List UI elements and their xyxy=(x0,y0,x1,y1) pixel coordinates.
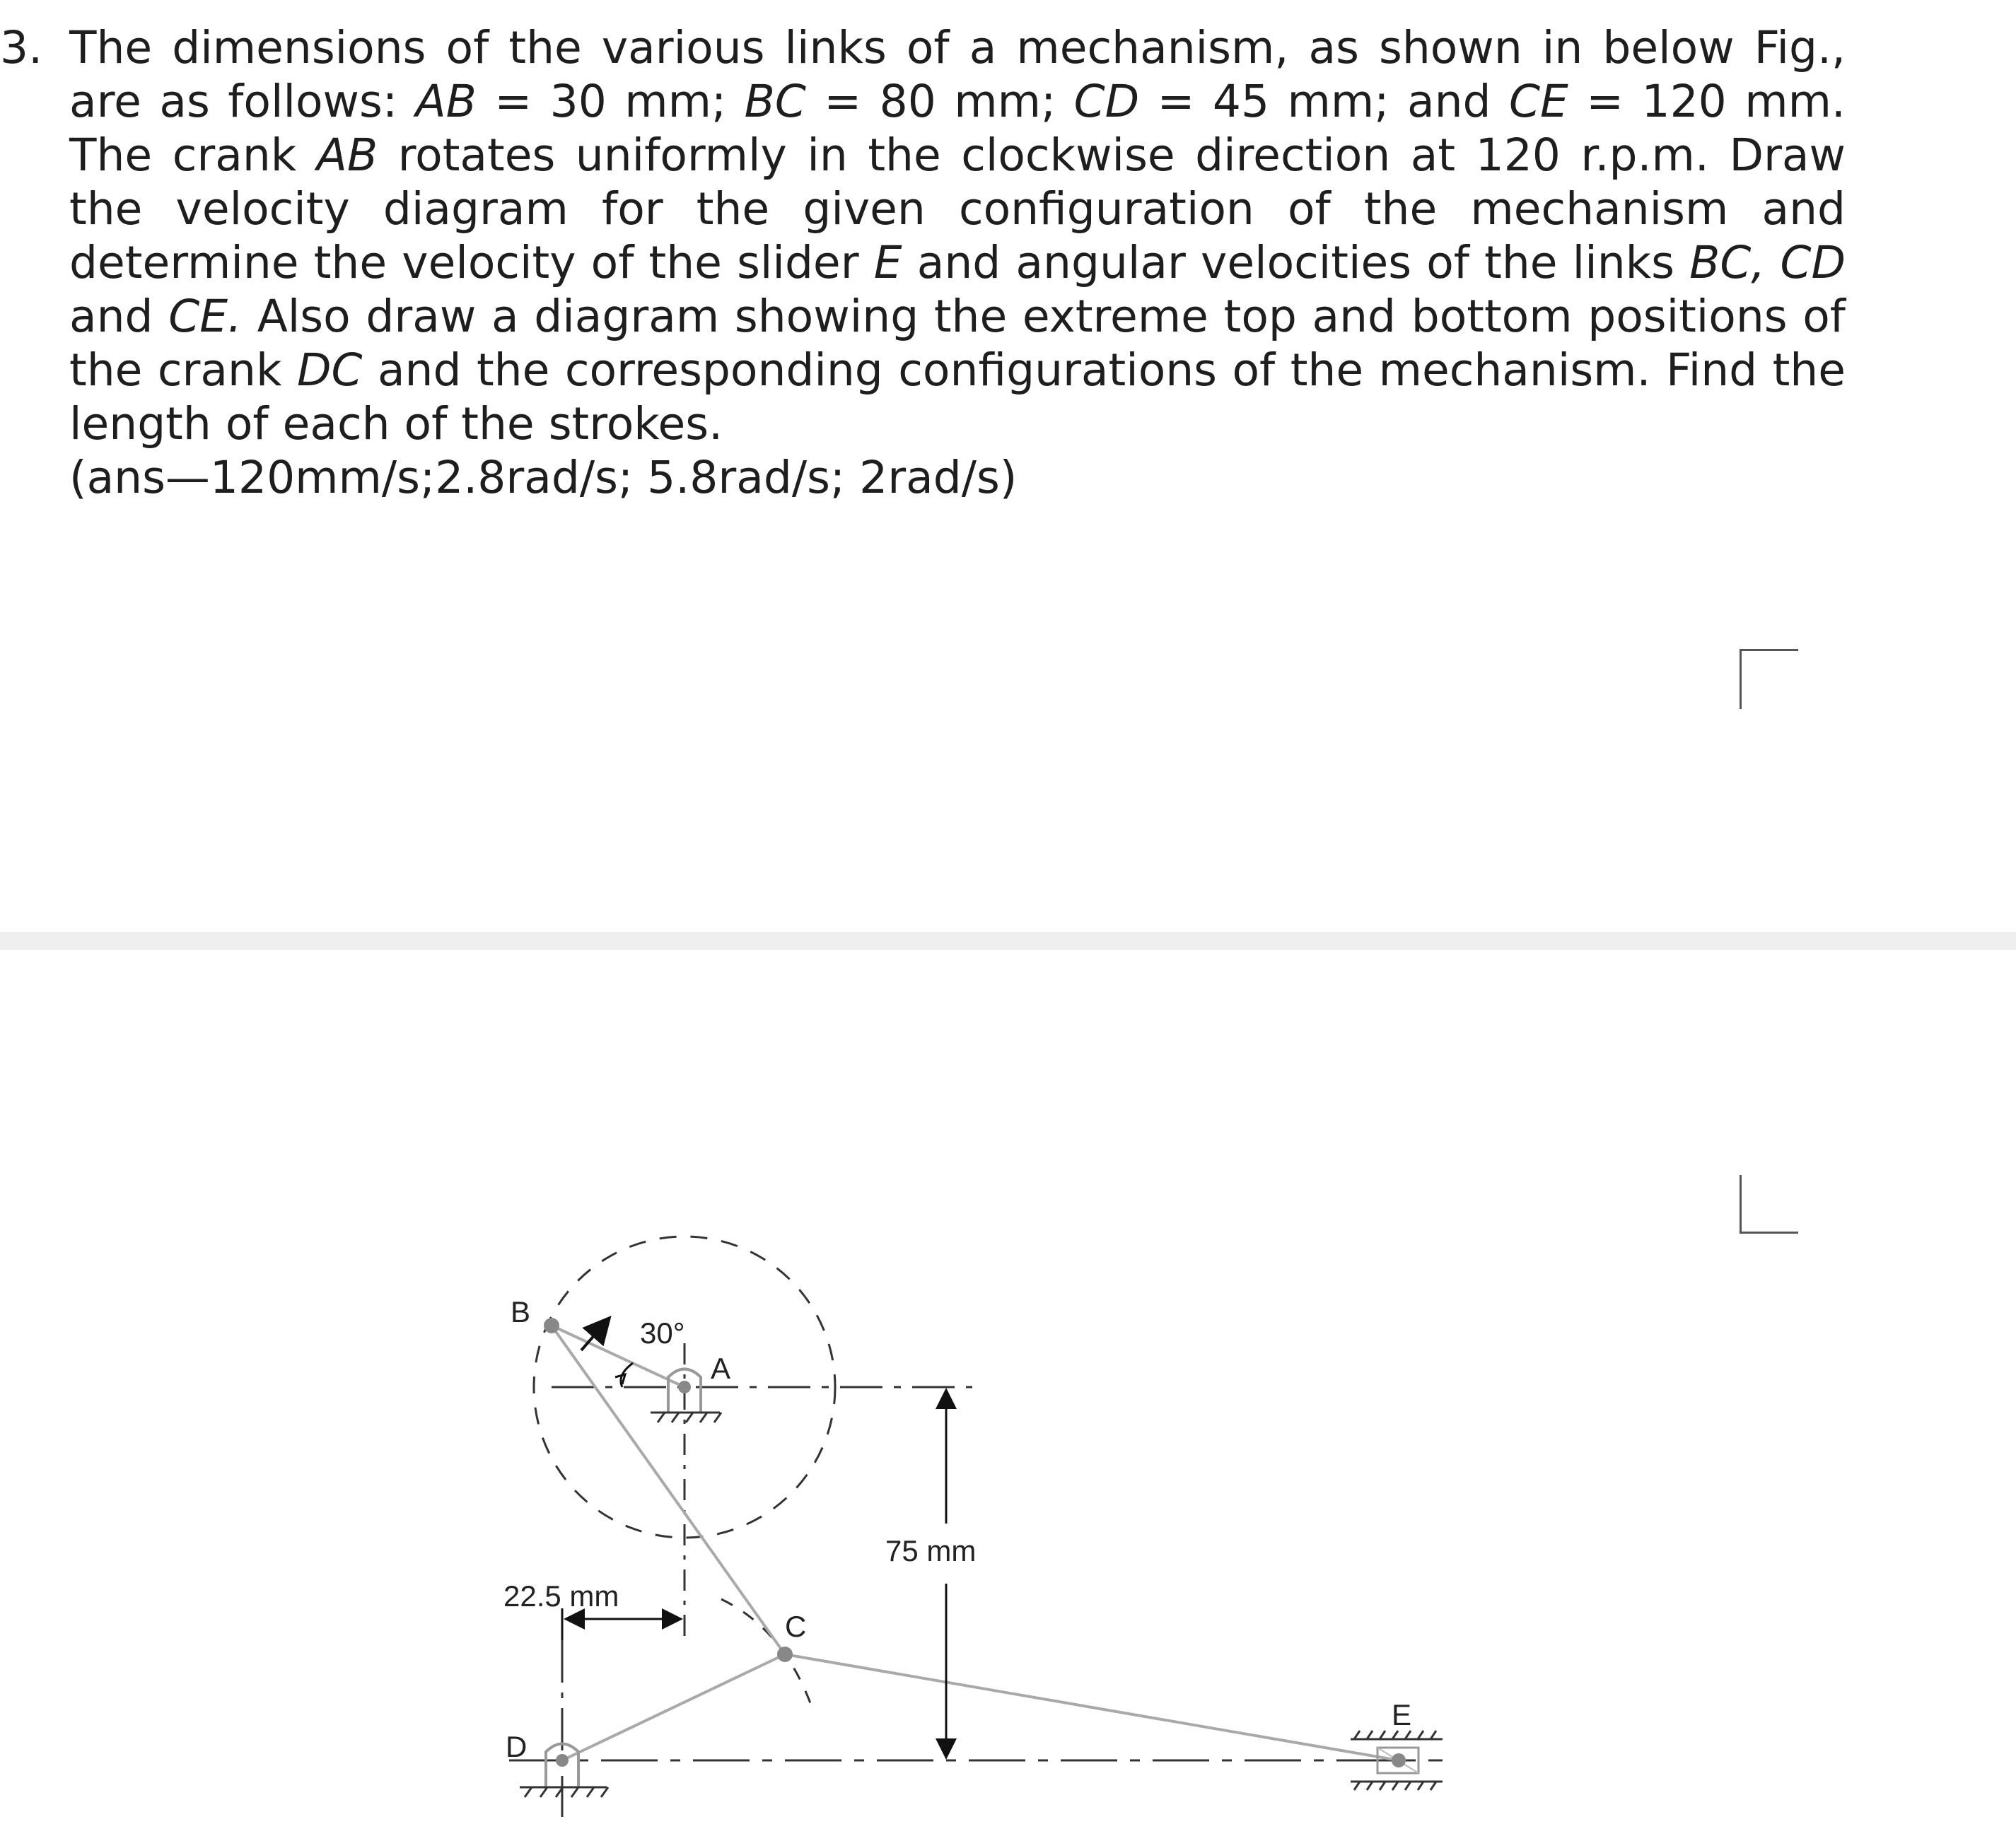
link-ce xyxy=(785,1654,1399,1760)
label-d: D xyxy=(506,1730,528,1763)
label-dim-horizontal: 22.5 mm xyxy=(503,1579,619,1613)
text-run: and xyxy=(69,291,169,342)
label-b: B xyxy=(511,1295,531,1328)
var-ce: CE xyxy=(1508,76,1568,127)
text-run: = 30 mm; xyxy=(476,76,745,127)
link-dc xyxy=(562,1654,785,1760)
answer-text: (ans—120mm/s;2.8rad/s; 5.8rad/s; 2rad/s) xyxy=(69,452,1018,503)
var-bc-cd: BC, CD xyxy=(1689,237,1846,288)
var-bc: BC xyxy=(744,76,806,127)
var-ce: CE. xyxy=(168,291,243,342)
label-e: E xyxy=(1392,1698,1412,1731)
joint-c xyxy=(777,1647,793,1662)
text-run: The dimensions of the various links of a mechanism, as shown in below Fig., are as follows: xyxy=(69,22,1846,127)
label-dim-vertical: 75 mm xyxy=(885,1534,977,1567)
var-e: E xyxy=(873,237,902,288)
var-ab: AB xyxy=(316,129,378,181)
joint-b xyxy=(544,1318,559,1333)
question-number: 3. xyxy=(0,22,43,74)
var-ab: AB xyxy=(415,76,477,127)
pivot-d xyxy=(520,1744,608,1798)
text-run: and angular velocities of the links xyxy=(902,237,1690,288)
text-run: and the corresponding configurations of the mechanism. Find the length of each of the strokes. xyxy=(69,344,1846,450)
text-run: = 120 mm. The crank xyxy=(69,76,1846,181)
label-angle: 30° xyxy=(640,1316,685,1350)
text-run: = 80 mm; xyxy=(805,76,1074,127)
var-dc: DC xyxy=(296,344,363,396)
label-a: A xyxy=(711,1352,731,1385)
text-run: rotates uniformly in the clockwise direction at 120 r.p.m. Draw the velocity diagram for the given configuration of the mechanism and determine the velocity of the slider xyxy=(69,129,1846,288)
label-c: C xyxy=(785,1610,807,1643)
text-run: = 45 mm; and xyxy=(1139,76,1509,127)
var-cd: CD xyxy=(1073,76,1140,127)
text-run: Also draw a diagram showing the extreme top and bottom positions of the crank xyxy=(69,291,1846,396)
